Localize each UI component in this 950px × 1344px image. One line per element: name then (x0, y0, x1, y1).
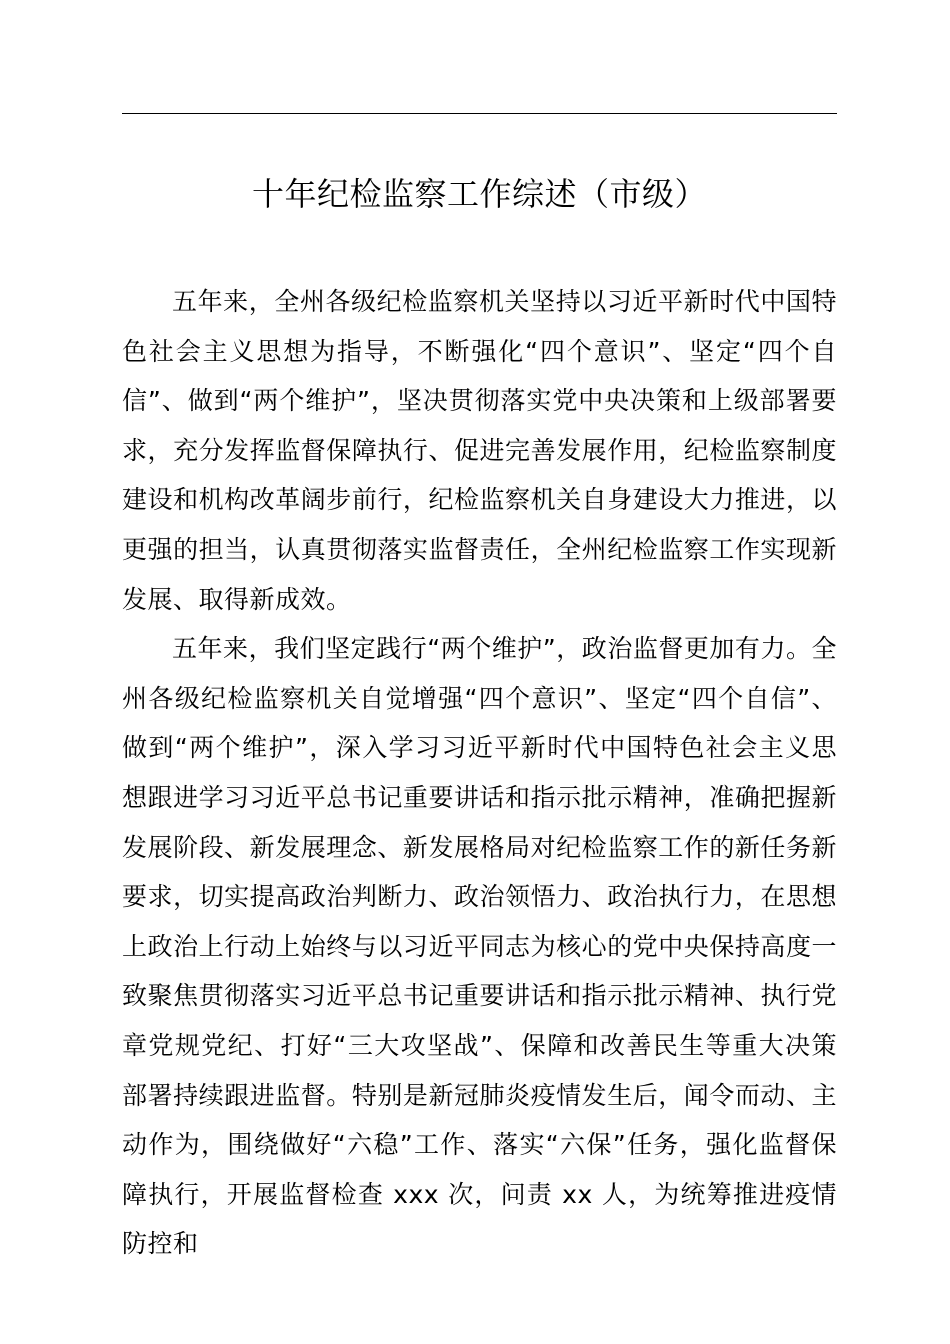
document-body (122, 277, 837, 1269)
header-divider (122, 113, 837, 114)
paragraph-1: 五年来，全州各级纪检监察机关坚持以习近平新时代中国特色社会主义思想为指导，不断强化“四个意识”、坚定“四个自信”、做到“两个维护”，坚决贯彻落实党中央决策和上级部署要求，充分发挥监督保障执行、促进完善发展作用，纪检监察制度建设和机构改革阔步前行，纪检监察机关自身建设大力推进，以更强的担当，认真贯彻落实监督责任，全州纪检监察工作实现新发展、取得新成效。 (122, 287, 837, 614)
paragraph-2: 五年来，我们坚定践行“两个维护”，政治监督更加有力。全州各级纪检监察机关自觉增强“四个意识”、坚定“四个自信”、做到“两个维护”，深入学习习近平新时代中国特色社会主义思想跟进学习习近平总书记重要讲话和指示批示精神，准确把握新发展阶段、新发展理念、新发展格局对纪检监察工作的新任务新要求，切实提高政治判断力、政治领悟力、政治执行力，在思想上政治上行动上始终与以习近平同志为核心的党中央保持高度一致聚焦贯彻落实习近平总书记重要讲话和指示批示精神、执行党章党规党纪、打好“三大攻坚战”、保障和改善民生等重大决策部署持续跟进监督。特别是新冠肺炎疫情发生后，闻令而动、主动作为，围绕做好“六稳”工作、落实“六保”任务，强化监督保障执行，开展监督检查 xxx 次，问责 xx 人，为统筹推进疫情防控和 (122, 634, 837, 1259)
document-title: 十年纪检监察工作综述（市级） (251, 175, 707, 213)
